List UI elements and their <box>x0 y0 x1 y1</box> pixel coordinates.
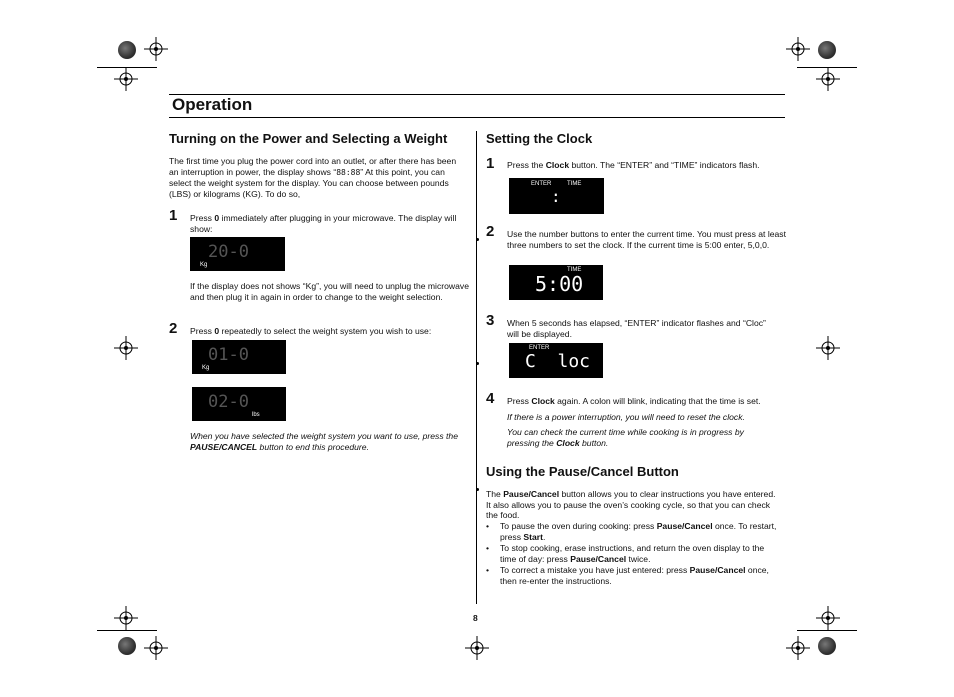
registration-disc-top-left <box>118 41 136 59</box>
page-number: 8 <box>473 613 478 623</box>
section-heading-clock: Setting the Clock <box>486 131 593 146</box>
lcd-indicator-time: TIME <box>567 181 582 187</box>
pause-intro: The Pause/Cancel button allows you to clear instructions you have entered. It also allows you to pause the oven’s cooking cycle, so that you can check the food. <box>486 489 776 521</box>
crosshair-icon <box>786 636 810 660</box>
crosshair-icon <box>114 336 138 360</box>
crosshair-icon <box>816 67 840 91</box>
step-number: 3 <box>486 312 495 329</box>
registration-disc-bottom-left <box>118 637 136 655</box>
lcd-display-weight-1 <box>190 237 285 271</box>
clock-step-4-text: Press Clock again. A colon will blink, indicating that the time is set. <box>507 396 761 406</box>
lcd-indicator-enter: ENTER <box>529 345 550 351</box>
weight-note: When you have selected the weight system you want to use, press the PAUSE/CANCEL button to end this procedure. <box>190 431 458 452</box>
column-dot <box>476 488 479 491</box>
trim-line <box>797 67 857 68</box>
lcd-digits: C loc <box>525 351 591 372</box>
lcd-display-clock-2 <box>509 265 603 300</box>
trim-line <box>97 67 157 68</box>
trim-line <box>97 630 157 631</box>
crosshair-icon <box>465 636 489 660</box>
bullet-marker: • <box>486 565 490 575</box>
column-dot <box>476 238 479 241</box>
column-divider <box>476 131 477 604</box>
step-2-text: Press 0 repeatedly to select the weight system you wish to use: <box>190 326 432 336</box>
lcd-display-weight-kg <box>192 340 286 374</box>
trim-line <box>797 630 857 631</box>
lcd-display-clock-3 <box>509 343 603 378</box>
step-number: 2 <box>486 223 495 240</box>
lcd-indicator-enter: ENTER <box>531 181 552 187</box>
registration-disc-top-right <box>818 41 836 59</box>
lcd-digits: 02-0 <box>208 392 249 412</box>
clock-note-1: If there is a power interruption, you will need to reset the clock. <box>507 412 745 422</box>
header-top-rule <box>169 94 785 95</box>
crosshair-icon <box>114 606 138 630</box>
lcd-display-weight-lbs <box>192 387 286 421</box>
lcd-digits: 20-0 <box>208 242 249 262</box>
page-title: Operation <box>172 95 253 114</box>
lcd-unit: lbs <box>252 412 260 418</box>
section-heading-power: Turning on the Power and Selecting a Weight <box>169 131 448 146</box>
crosshair-icon <box>114 67 138 91</box>
lcd-colon: : <box>551 187 561 206</box>
crosshair-icon <box>786 37 810 61</box>
step-number: 2 <box>169 320 178 337</box>
step-number: 1 <box>169 207 178 224</box>
step-1-text: Press 0 immediately after plugging in your microwave. The display will show: <box>190 213 457 234</box>
crosshair-icon <box>816 336 840 360</box>
lcd-indicator-time: TIME <box>567 267 582 273</box>
step-number: 4 <box>486 390 495 407</box>
crosshair-icon <box>144 37 168 61</box>
step-number: 1 <box>486 155 495 172</box>
crosshair-icon <box>144 636 168 660</box>
lcd-unit: Kg <box>202 365 210 371</box>
power-intro: The first time you plug the power cord into an outlet, or after there has been an interruption in power, the display shows “88:88” At this point, you can select the weight system for the display. You can choose between pounds (LBS) or kilograms (KG). To do so, <box>169 156 457 199</box>
section-heading-pause: Using the Pause/Cancel Button <box>486 464 679 479</box>
clock-step-3-text: When 5 seconds has elapsed, “ENTER” indicator flashes and “Cloc” will be displayed. <box>507 318 766 339</box>
lcd-unit: Kg <box>200 262 208 268</box>
list-item: To correct a mistake you have just entered: press Pause/Cancel once, then re-enter the instructions. <box>500 565 769 586</box>
header-bottom-rule <box>169 117 785 118</box>
lcd-display-clock-1 <box>509 178 604 214</box>
registration-disc-bottom-right <box>818 637 836 655</box>
lcd-digits: 5:00 <box>535 272 584 296</box>
list-item: To stop cooking, erase instructions, and return the oven display to the time of day: press Pause/Cancel twice. <box>500 543 765 564</box>
list-item: To pause the oven during cooking: press Pause/Cancel once. To restart, press Start. <box>500 521 777 542</box>
column-dot <box>476 362 479 365</box>
bullet-marker: • <box>486 543 490 553</box>
step-1-after: If the display does not shows “Kg”, you will need to unplug the microwave and then plug it in again in order to change to the weight selection. <box>190 281 469 302</box>
clock-note-2: You can check the current time while cooking is in progress by pressing the Clock button. <box>507 427 744 448</box>
lcd-digits: 01-0 <box>208 345 249 365</box>
bullet-marker: • <box>486 521 490 531</box>
display-glyph: 88:88 <box>336 167 361 177</box>
crosshair-icon <box>816 606 840 630</box>
clock-step-1-text: Press the Clock button. The “ENTER” and “TIME” indicators flash. <box>507 160 760 170</box>
clock-step-2-text: Use the number buttons to enter the current time. You must press at least three numbers to set the clock. If the current time is 5:00 enter, 5,0,0. <box>507 229 786 250</box>
